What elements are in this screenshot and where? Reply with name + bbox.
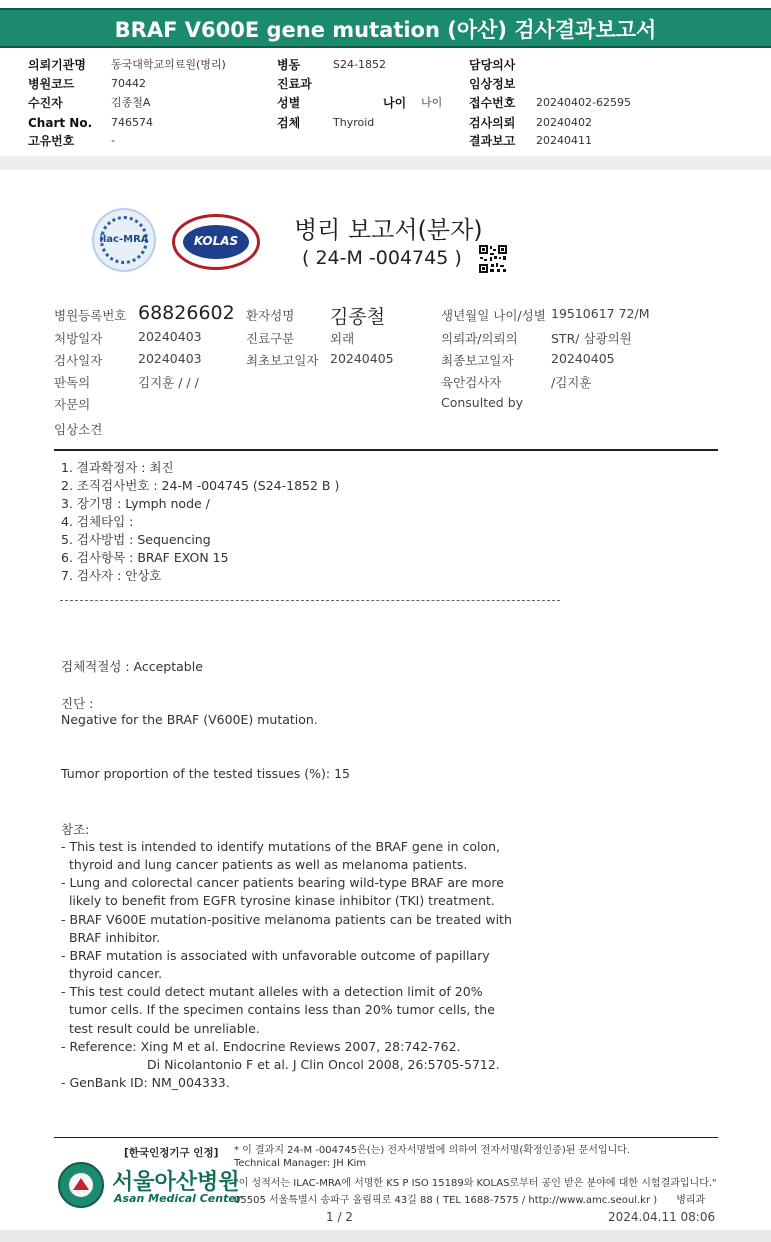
meta-value: 746574	[111, 116, 153, 129]
ilac-logo-text: ilac-MRA	[99, 234, 149, 245]
report-number: ( 24-M -004745 )	[302, 247, 462, 269]
reference-line: test result could be unreliable.	[61, 1021, 260, 1036]
hospital-name: 서울아산병원	[112, 1170, 240, 1195]
detail-line: 2. 조직검사번호 : 24-M -004745 (S24-1852 B )	[61, 478, 340, 493]
meta-value: Thyroid	[333, 116, 375, 129]
detail-line: 5. 검사방법 : Sequencing	[61, 532, 211, 547]
reference-line: - Reference: Xing M et al. Endocrine Reviews 2007, 28:742-762.	[61, 1039, 461, 1054]
reference-line: - Lung and colorectal cancer patients bearing wild-type BRAF are more	[61, 875, 504, 890]
detail-line: 1. 결과확정자 : 최진	[61, 460, 174, 475]
asan-emblem-icon	[58, 1162, 104, 1208]
reference-line: likely to benefit from EGFR tyrosine kinase inhibitor (TKI) treatment.	[61, 893, 495, 908]
examiner-label: 육안검사자	[441, 375, 502, 390]
name-label: 환자성명	[246, 308, 295, 323]
meta-value: 20240402	[536, 116, 592, 129]
meta-label: 고유번호	[28, 134, 75, 148]
meta-label: 결과보고	[469, 134, 516, 148]
reference-line: thyroid and lung cancer patients as well as melanoma patients.	[61, 857, 468, 872]
final-report-value: 20240405	[551, 351, 615, 366]
reference-line: - This test is intended to identify mutations of the BRAF gene in colon,	[61, 839, 501, 854]
exam-date-label: 검사일자	[54, 353, 103, 368]
first-report-label: 최초보고일자	[246, 353, 319, 368]
adequacy: 검체적절성 : Acceptable	[61, 659, 203, 674]
meta-value: 20240402-62595	[536, 96, 631, 109]
reference-line: - GenBank ID: NM_004333.	[61, 1075, 230, 1090]
reference-line: Di Nicolantonio F et al. J Clin Oncol 2008, 26:5705-5712.	[147, 1057, 500, 1072]
presc-date-value: 20240403	[138, 329, 202, 344]
meta-label: 검체	[277, 116, 301, 130]
meta-value: -	[111, 134, 115, 147]
detail-line: 7. 검사자 : 안상호	[61, 568, 162, 583]
reg-no-value: 68826602	[138, 302, 235, 324]
meta-label: 병원코드	[28, 77, 75, 91]
consult-label: 자문의	[54, 397, 91, 412]
report-title: 병리 보고서(분자)	[294, 216, 483, 244]
meta-label: 임상정보	[469, 77, 516, 91]
reference-line: - This test could detect mutant alleles with a detection limit of 20%	[61, 984, 483, 999]
presc-date-label: 처방일자	[54, 331, 103, 346]
meta-label: 수진자	[28, 96, 63, 110]
divider	[54, 449, 718, 451]
exam-date-value: 20240403	[138, 351, 202, 366]
consulted-by: Consulted by	[441, 395, 524, 410]
clinical-label: 임상소견	[54, 422, 103, 437]
esign-note: * 이 결과지 24-M -004745은(는) 전자서명법에 의하여 전자서명(확정인증)된 문서입니다.	[234, 1145, 631, 1156]
reference-line: BRAF inhibitor.	[61, 930, 161, 945]
footer-divider	[54, 1137, 718, 1138]
page-title: BRAF V600E gene mutation (아산) 검사결과보고서	[114, 18, 657, 42]
final-report-label: 최종보고일자	[441, 353, 514, 368]
dashed-divider	[60, 600, 560, 601]
reference-label: 참조:	[61, 822, 90, 837]
meta-label: 병동	[277, 58, 301, 72]
meta-label: 접수번호	[469, 96, 516, 110]
page-number: 1 / 2	[326, 1210, 353, 1224]
meta-label: 의뢰기관명	[28, 58, 86, 72]
reference-line: - BRAF V600E mutation-positive melanoma patients can be treated with	[61, 912, 512, 927]
print-timestamp: 2024.04.11 08:06	[608, 1210, 716, 1224]
detail-line: 3. 장기명 : Lymph node /	[61, 496, 210, 511]
meta-label: 담당의사	[469, 58, 516, 72]
meta-value: S24-1852	[333, 58, 386, 71]
ilac-mra-logo	[92, 208, 156, 272]
diagnosis: Negative for the BRAF (V600E) mutation.	[61, 712, 318, 727]
meta-grid	[28, 56, 748, 154]
meta-value: 20240411	[536, 134, 592, 147]
age-label: 나이	[383, 96, 407, 110]
reference-line: thyroid cancer.	[61, 966, 163, 981]
first-report-value: 20240405	[330, 351, 394, 366]
meta-label: Chart No.	[28, 116, 93, 130]
dept-label: 의뢰과/의뢰의	[441, 331, 518, 346]
meta-value: 70442	[111, 77, 146, 90]
dob-label: 생년월일 나이/성별	[441, 308, 546, 323]
qr-code-icon	[478, 244, 508, 274]
hospital-name-eng: Asan Medical Center	[114, 1192, 242, 1205]
reference-line: - BRAF mutation is associated with unfavorable outcome of papillary	[61, 948, 490, 963]
pathologist-value: 김지훈 / / /	[138, 375, 199, 390]
meta-label: 검사의뢰	[469, 116, 516, 130]
detail-line: 6. 검사항목 : BRAF EXON 15	[61, 550, 229, 565]
meta-label: 성별	[277, 96, 301, 110]
examiner-value: /김지훈	[551, 375, 592, 390]
kolas-logo-text: KOLAS	[193, 234, 239, 248]
address: 05505 서울특별시 송파구 올림픽로 43길 88 ( TEL 1688-7575 / http://www.amc.seoul.kr ) 병리과	[234, 1195, 706, 1206]
patient-name: 김종철	[330, 306, 386, 328]
detail-line: 4. 검체타입 :	[61, 514, 134, 529]
bottom-band	[0, 1230, 771, 1242]
reg-no-label: 병원등록번호	[54, 308, 127, 323]
tumor-proportion: Tumor proportion of the tested tissues (%): 15	[61, 766, 351, 781]
dob-value: 19510617 72/M	[551, 306, 650, 321]
tech-manager: Technical Manager: JH Kim	[234, 1158, 367, 1169]
age-value: 나이	[421, 96, 443, 109]
meta-label: 진료과	[277, 77, 312, 91]
pathologist-label: 판독의	[54, 375, 91, 390]
dept-type-label: 진료구분	[246, 331, 295, 346]
separator-band	[0, 156, 771, 170]
kolas-logo	[172, 214, 260, 270]
diagnosis-label: 진단 :	[61, 696, 94, 711]
cert-note: "이 성적서는 ILAC-MRA에 서명한 KS P ISO 15189와 KOLAS로부터 공인 받은 분야에 대한 시험결과입니다."	[234, 1178, 717, 1189]
cert-label: [한국인정기구 인정]	[124, 1147, 219, 1159]
meta-value: 김종철A	[111, 96, 151, 109]
dept-type-value: 외래	[330, 331, 355, 346]
meta-value: 동국대학교의료원(병리)	[111, 58, 226, 71]
reference-line: tumor cells. If the specimen contains less than 20% tumor cells, the	[61, 1002, 495, 1017]
dept-value: STR/ 삼광의원	[551, 331, 632, 346]
